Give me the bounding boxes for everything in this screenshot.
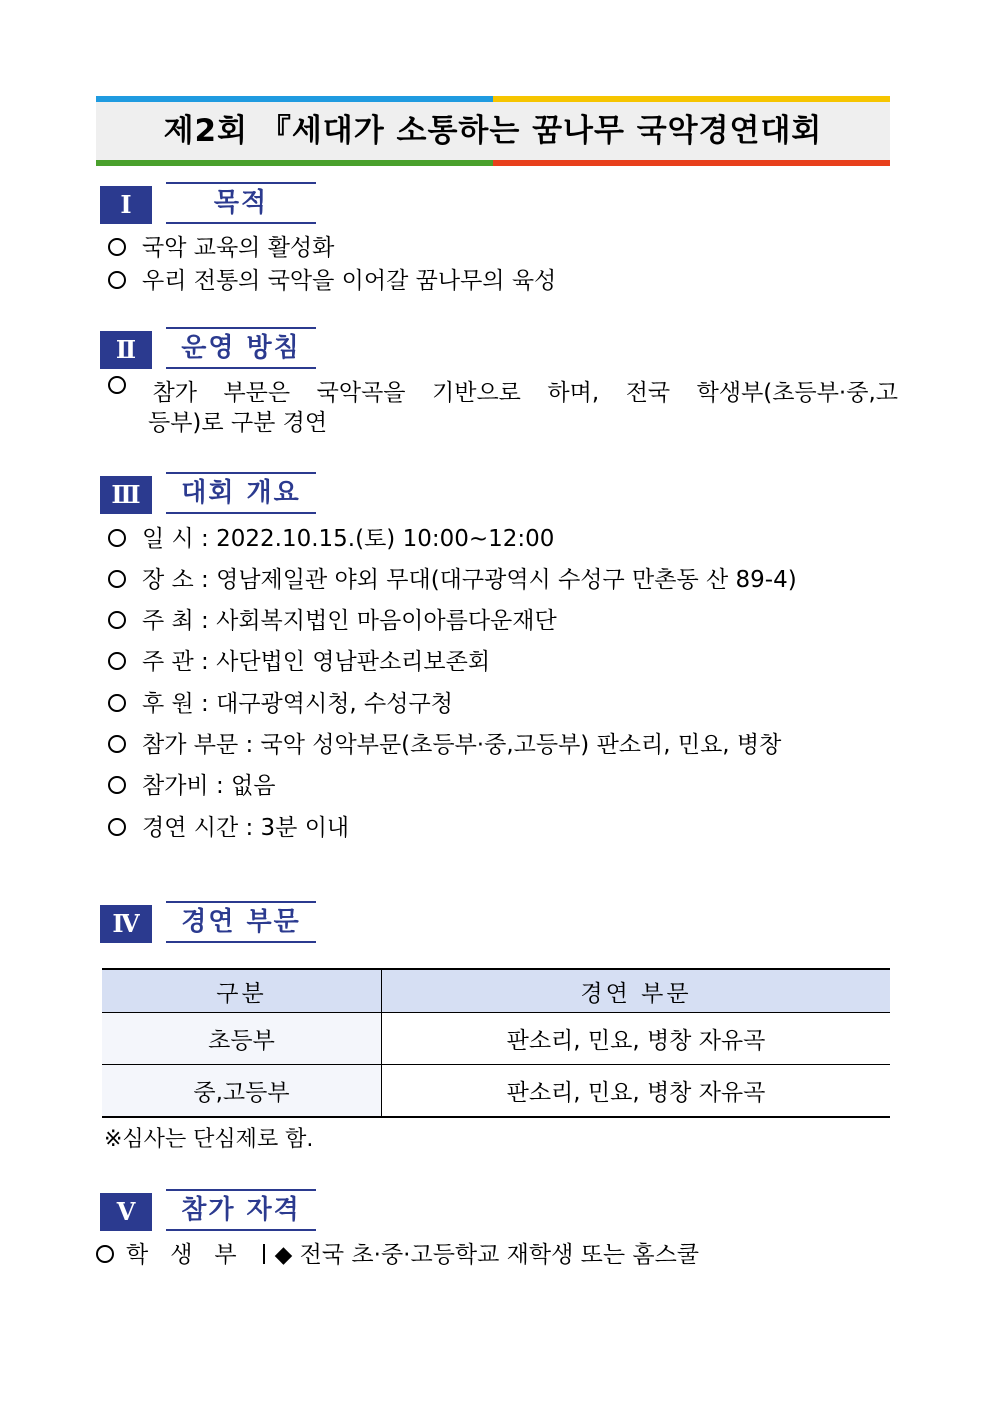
section-number: Ⅱ [100, 331, 152, 369]
overview-item: 참가 부문 : 국악 성악부문(초등부·중,고등부) 판소리, 민요, 병창 [108, 730, 781, 760]
bullet-item: 참가 부문은 국악곡을 기반으로 하며, 전국 학생부(초등부·중,고 등부)로 구분 경연 [108, 378, 898, 438]
overview-item: 후 원 : 대구광역시청, 수성구청 [108, 689, 453, 719]
eligibility-item [96, 1240, 699, 1270]
section-title: 경연 부문 [166, 901, 316, 943]
circle-bullet-icon [108, 529, 126, 547]
table-cell: 초등부 [102, 1013, 382, 1065]
eligibility-label: 학생부 [126, 1242, 259, 1268]
overview-item: 주 관 : 사단법인 영남판소리보존회 [108, 647, 490, 677]
circle-bullet-icon [108, 818, 126, 836]
circle-bullet-icon [96, 1245, 114, 1263]
overview-item: 주 최 : 사회복지법인 마음이아름다운재단 [108, 606, 557, 636]
table-row [102, 1065, 890, 1118]
table-header-cell: 구분 [102, 969, 382, 1013]
section-number: Ⅴ [100, 1193, 152, 1231]
circle-bullet-icon [108, 271, 126, 289]
circle-bullet-icon [108, 776, 126, 794]
table-header-cell: 경연 부문 [382, 969, 891, 1013]
section-title: 목적 [166, 182, 316, 224]
title-bar-red [493, 160, 890, 166]
section-number: Ⅳ [100, 905, 152, 943]
circle-bullet-icon [108, 694, 126, 712]
title-bar-green [96, 160, 493, 166]
bullet-item: 우리 전통의 국악을 이어갈 꿈나무의 육성 [108, 266, 556, 296]
overview-item: 경연 시간 : 3분 이내 [108, 813, 349, 843]
table-row [102, 1013, 890, 1065]
section-title: 대회 개요 [166, 472, 316, 514]
table-cell: 중,고등부 [102, 1065, 382, 1118]
circle-bullet-icon [108, 735, 126, 753]
section-number: Ⅰ [100, 186, 152, 224]
separator-bar [263, 1244, 265, 1264]
document-title: 제2회 『세대가 소통하는 꿈나무 국악경연대회 [163, 113, 823, 149]
circle-bullet-icon [108, 376, 126, 394]
section-title: 참가 자격 [166, 1189, 316, 1231]
category-table [102, 968, 890, 1118]
judging-note: ※심사는 단심제로 함. [104, 1127, 314, 1152]
table-cell: 판소리, 민요, 병창 자유곡 [382, 1065, 891, 1118]
bullet-item: 국악 교육의 활성화 [108, 233, 334, 263]
circle-bullet-icon [108, 570, 126, 588]
table-cell: 판소리, 민요, 병창 자유곡 [382, 1013, 891, 1065]
overview-item: 참가비 : 없음 [108, 771, 275, 801]
circle-bullet-icon [108, 238, 126, 256]
circle-bullet-icon [108, 611, 126, 629]
section-number: Ⅲ [100, 476, 152, 514]
table-header-row [102, 969, 890, 1013]
eligibility-text: 전국 초·중·고등학교 재학생 또는 홈스쿨 [299, 1242, 700, 1268]
overview-item: 일 시 : 2022.10.15.(토) 10:00~12:00 [108, 524, 554, 554]
overview-item: 장 소 : 영남제일관 야외 무대(대구광역시 수성구 만촌동 산 89-4) [108, 565, 797, 595]
section-title: 운영 방침 [166, 327, 316, 369]
circle-bullet-icon [108, 652, 126, 670]
diamond-bullet-icon: ◆ [274, 1242, 293, 1268]
